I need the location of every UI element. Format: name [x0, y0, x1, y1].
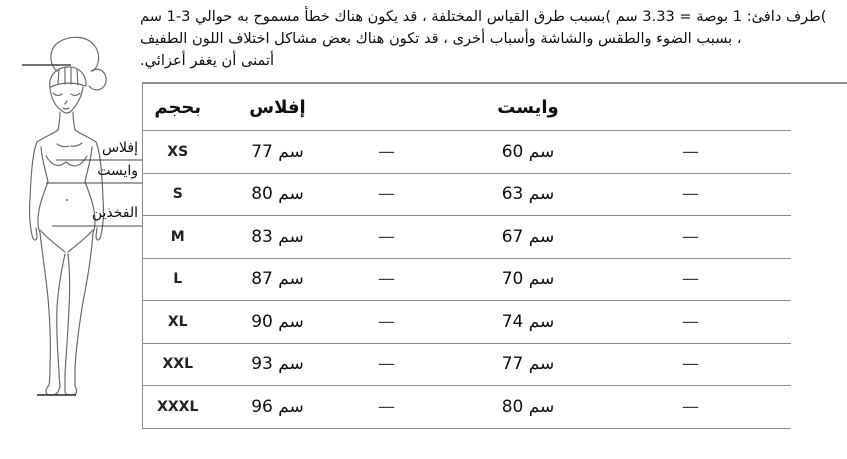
dash-cell: — [343, 258, 431, 301]
dash-cell: — [626, 173, 756, 216]
figure-label-waist: وايست [97, 163, 138, 179]
bust-value-cell: 80 سم [213, 173, 343, 216]
size-cell: M [143, 216, 213, 259]
dash-cell: — [343, 386, 431, 429]
waist-value-cell: 60 سم [431, 131, 626, 174]
disclaimer-paragraph [140, 6, 846, 71]
size-cell: XS [143, 131, 213, 174]
disclaimer-line-3: أتمنى أن يغفر أعزائي. [140, 51, 275, 69]
dash-cell: — [626, 131, 756, 174]
dash-cell: — [343, 131, 431, 174]
figure-label-thighs: الفخذين [91, 205, 138, 221]
bust-value-cell: 77 سم [213, 131, 343, 174]
bust-value-cell: 96 سم [213, 386, 343, 429]
table-row [143, 173, 791, 216]
figure-label-bust: إفلاس [101, 140, 138, 156]
size-cell: XL [143, 301, 213, 344]
table-row [143, 343, 791, 386]
size-cell: L [143, 258, 213, 301]
header-bust: إفلاس [213, 84, 343, 131]
dash-cell: — [626, 386, 756, 429]
bust-value-cell: 93 سم [213, 343, 343, 386]
table-header-row [143, 84, 791, 131]
disclaimer-line-1: )طرف دافئ: 1 بوصة = 3.33 سم )بسبب طرق القياس المختلفة ، قد يكون هناك خطأ مسموح به حوالي 3-1 سم [140, 8, 827, 25]
header-filler [756, 84, 791, 131]
table-row [143, 258, 791, 301]
dash-cell: — [343, 216, 431, 259]
bust-value-cell: 90 سم [213, 301, 343, 344]
dash-cell: — [626, 343, 756, 386]
size-table [142, 84, 791, 429]
dash-cell: — [343, 301, 431, 344]
bust-value-cell: 87 سم [213, 258, 343, 301]
waist-value-cell: 63 سم [431, 173, 626, 216]
disclaimer-line-2: ، بسبب الضوء والطقس والشاشة وأسباب أخرى ، قد تكون هناك بعض مشاكل اختلاف اللون الطفيف [140, 29, 742, 47]
waist-value-cell: 74 سم [431, 301, 626, 344]
body-measurement-figure [0, 30, 150, 450]
waist-value-cell: 77 سم [431, 343, 626, 386]
waist-value-cell: 80 سم [431, 386, 626, 429]
table-row [143, 216, 791, 259]
waist-value-cell: 67 سم [431, 216, 626, 259]
table-row [143, 301, 791, 344]
size-cell: XXXL [143, 386, 213, 429]
waist-value-cell: 70 سم [431, 258, 626, 301]
dash-cell: — [626, 216, 756, 259]
size-cell: S [143, 173, 213, 216]
dash-cell: — [626, 301, 756, 344]
dash-cell: — [343, 343, 431, 386]
dash-cell: — [343, 173, 431, 216]
header-size: بحجم [143, 84, 213, 131]
table-row [143, 386, 791, 429]
header-col5 [626, 84, 756, 131]
header-waist: وايست [431, 84, 626, 131]
table-row [143, 131, 791, 174]
figure-sketch [0, 30, 150, 450]
dash-cell: — [626, 258, 756, 301]
size-cell: XXL [143, 343, 213, 386]
header-col3 [343, 84, 431, 131]
bust-value-cell: 83 سم [213, 216, 343, 259]
